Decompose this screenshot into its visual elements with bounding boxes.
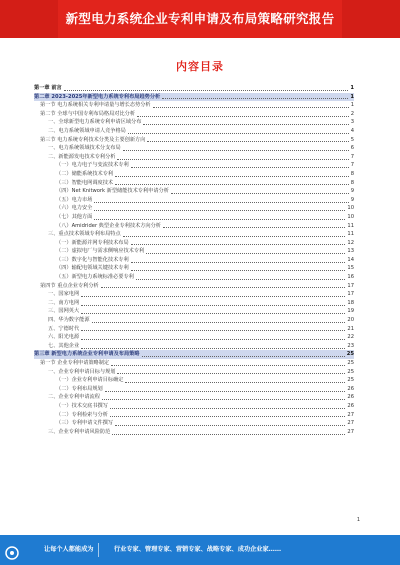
toc-entry[interactable]	[34, 118, 354, 127]
toc-entry-title: （一）技术交底书撰写	[56, 402, 108, 409]
toc-entry[interactable]	[34, 393, 354, 402]
toc-leader-dots	[81, 309, 345, 314]
toc-entry-title: 第二章 2023-2025年新型电力系统专利布局趋势分析	[34, 93, 161, 100]
toc-leader-dots	[136, 275, 346, 280]
toc-entry[interactable]	[34, 187, 354, 196]
toc-entry-title: （二）虚拟电厂与需求侧响应技术专利	[56, 248, 145, 255]
toc-leader-dots	[110, 412, 346, 417]
toc-leader-dots	[81, 344, 345, 349]
page-number: 1	[356, 517, 360, 523]
toc-entry-page: 12	[347, 239, 354, 246]
toc-entry[interactable]	[34, 256, 354, 265]
toc-entry[interactable]	[34, 127, 354, 136]
toc-entry-page: 20	[347, 317, 354, 324]
toc-entry-page: 1	[350, 93, 354, 100]
toc-entry[interactable]	[34, 368, 354, 377]
toc-entry-page: 25	[347, 377, 354, 384]
toc-leader-dots	[142, 352, 345, 357]
toc-entry[interactable]	[34, 222, 354, 231]
toc-leader-dots	[81, 301, 345, 306]
toc-entry-page: 2	[350, 110, 354, 117]
toc-leader-dots	[137, 112, 349, 117]
toc-entry[interactable]	[34, 84, 354, 93]
toc-leader-dots	[81, 335, 345, 340]
toc-entry-title: （一）电力电子与变流技术专利	[56, 162, 129, 169]
toc-entry-title: 第一节 企业专利申请策略制定	[40, 360, 110, 366]
toc-entry-title: （三）智能电网调度技术	[56, 179, 114, 186]
toc-leader-dots	[115, 172, 349, 177]
toc-heading: 内容目录	[176, 60, 224, 73]
toc-entry-title: （六）电力安全	[56, 205, 93, 212]
toc-entry[interactable]	[34, 161, 354, 170]
toc-entry-page: 25	[346, 351, 354, 358]
toc-entry-page: 5	[350, 136, 354, 143]
toc-entry[interactable]	[34, 93, 354, 102]
toc-entry-page: 14	[347, 256, 354, 263]
toc-entry[interactable]	[34, 144, 354, 153]
header-banner	[0, 0, 400, 38]
toc-leader-dots	[112, 430, 345, 435]
toc-leader-dots	[123, 146, 349, 151]
toc-entry-title: 第一章 前言	[34, 85, 62, 91]
toc-entry[interactable]	[34, 101, 354, 110]
toc-entry[interactable]	[34, 411, 354, 420]
toc-entry-title: 二、电力系统领域申请人竞争格局	[48, 127, 126, 134]
toc-entry-title: 三、企业专利申请风险防范	[48, 428, 111, 435]
toc-leader-dots	[162, 94, 348, 99]
toc-entry-title: 第三节 电力系统专利技术分类及主要创新方向	[40, 136, 146, 143]
toc-entry-title: （五）电力市场	[56, 196, 93, 203]
toc-entry-page: 8	[350, 170, 354, 177]
toc-leader-dots	[81, 326, 345, 331]
toc-leader-dots	[94, 215, 345, 220]
toc-entry-page: 18	[347, 299, 354, 306]
report-title: 新型电力系统企业专利申请及布局策略研究报告	[65, 11, 335, 26]
toc-leader-dots	[131, 163, 349, 168]
toc-leader-dots	[125, 378, 345, 383]
toc-entry-page: 7	[350, 162, 354, 169]
toc-leader-dots	[105, 387, 346, 392]
toc-entry[interactable]	[34, 273, 354, 282]
footer-logo-icon	[4, 545, 20, 561]
toc-entry[interactable]	[34, 333, 354, 342]
toc-entry-title: （二）储能系统技术专利	[56, 170, 114, 177]
toc-entry[interactable]	[34, 239, 354, 248]
toc-leader-dots	[153, 103, 349, 108]
toc-entry[interactable]	[34, 179, 354, 188]
footer-divider	[98, 543, 99, 557]
toc-entry-title: 一、国家电网	[48, 291, 80, 298]
toc-entry[interactable]	[34, 376, 354, 385]
toc-leader-dots	[147, 137, 348, 142]
toc-entry-page: 4	[350, 127, 354, 134]
toc-entry-page: 7	[350, 153, 354, 160]
toc-entry-page: 3	[350, 119, 354, 126]
toc-entry[interactable]	[34, 385, 354, 394]
toc-entry-page: 8	[350, 179, 354, 186]
toc-entry-page: 9	[350, 196, 354, 203]
toc-leader-dots	[102, 395, 346, 400]
toc-entry[interactable]	[34, 153, 354, 162]
toc-entry-page: 1	[350, 102, 354, 109]
toc-entry-page: 26	[347, 385, 354, 392]
toc-entry-title: 四、华为数字能源	[48, 317, 90, 324]
toc-leader-dots	[131, 258, 346, 263]
toc-leader-dots	[94, 198, 348, 203]
toc-entry-page: 9	[350, 188, 354, 195]
toc-entry[interactable]	[34, 264, 354, 273]
toc-entry[interactable]	[34, 110, 354, 119]
toc-entry-page: 17	[347, 282, 354, 289]
toc-entry-page: 1	[350, 85, 354, 91]
toc-leader-dots	[64, 86, 349, 91]
toc-leader-dots	[163, 223, 345, 228]
toc-entry[interactable]	[34, 402, 354, 411]
toc-entry-page: 13	[347, 248, 354, 255]
toc-entry-title: （二）专利检索与分析	[56, 411, 108, 418]
toc-leader-dots	[111, 361, 345, 366]
toc-leader-dots	[92, 318, 346, 323]
toc-entry-title: 第一节 电力系统相关专利申请量与增长态势分析	[40, 102, 151, 109]
toc-entry[interactable]	[34, 170, 354, 179]
toc-entry-title: 二、南方电网	[48, 299, 80, 306]
toc-leader-dots	[171, 189, 349, 194]
toc-entry[interactable]	[34, 359, 354, 368]
toc-entry-title: （一）企业专利申请目标确定	[56, 377, 124, 384]
toc-leader-dots	[115, 421, 345, 426]
toc-entry-page: 21	[347, 325, 354, 332]
toc-entry-title: 第二节 全球与中国专利布局格局对比分析	[40, 110, 136, 117]
toc-entry[interactable]	[34, 350, 354, 359]
toc-entry[interactable]	[34, 196, 354, 205]
table-of-contents	[34, 84, 354, 436]
toc-entry[interactable]	[34, 428, 354, 437]
toc-entry[interactable]	[34, 299, 354, 308]
toc-leader-dots	[117, 369, 345, 374]
toc-entry-page: 22	[347, 334, 354, 341]
toc-leader-dots	[94, 206, 345, 211]
footer-slogan-right: 行业专家、管理专家、营销专家、战略专家、成功企业家……	[114, 546, 282, 553]
toc-leader-dots	[101, 283, 346, 288]
toc-entry-title: （三）专利申请文件撰写	[56, 420, 114, 427]
toc-entry-title: 三、国网英大	[48, 308, 80, 315]
toc-leader-dots	[123, 232, 346, 237]
toc-entry-page: 27	[347, 411, 354, 418]
toc-entry-page: 27	[347, 428, 354, 435]
footer-banner	[0, 535, 400, 565]
toc-entry[interactable]	[34, 282, 354, 291]
toc-entry-page: 25	[347, 368, 354, 375]
toc-leader-dots	[143, 120, 348, 125]
toc-entry[interactable]	[34, 247, 354, 256]
toc-entry-title: （七）其他方面	[56, 213, 93, 220]
toc-entry-page: 15	[347, 265, 354, 272]
toc-entry-title: （五）新型电力系统标准必要专利	[56, 274, 134, 281]
toc-entry-title: 一、企业专利申请目标与规划	[48, 368, 116, 375]
toc-entry[interactable]	[34, 342, 354, 351]
toc-entry-page: 11	[347, 231, 354, 238]
toc-leader-dots	[110, 404, 346, 409]
toc-entry-title: 二、企业专利申请流程	[48, 394, 100, 401]
toc-entry-title: 三、重点技术领域专利布局特点	[48, 231, 121, 238]
footer-slogan-left: 让每个人都能成为	[44, 546, 94, 553]
toc-entry-title: （三）数字化与智能化技术专利	[56, 256, 129, 263]
toc-entry[interactable]	[34, 290, 354, 299]
toc-entry[interactable]	[34, 307, 354, 316]
toc-entry-title: （二）专利布局规划	[56, 385, 103, 392]
toc-entry-page: 25	[347, 360, 354, 366]
toc-entry-page: 17	[347, 291, 354, 298]
toc-entry-title: 第三章 新型电力系统企业专利申请及布局策略	[34, 351, 140, 358]
toc-entry-title: 五、宁德时代	[48, 325, 80, 332]
toc-leader-dots	[131, 266, 346, 271]
toc-entry-page: 11	[347, 222, 354, 229]
toc-entry-page: 10	[347, 205, 354, 212]
toc-entry[interactable]	[34, 204, 354, 213]
toc-entry-page: 16	[347, 274, 354, 281]
toc-entry[interactable]	[34, 230, 354, 239]
toc-entry-page: 26	[347, 402, 354, 409]
toc-leader-dots	[115, 180, 349, 185]
toc-entry-title: 六、阳光电源	[48, 334, 80, 341]
toc-entry-page: 27	[347, 420, 354, 427]
toc-entry-title: （四）Net Knitwork 新型储能技术专利申请分析	[56, 188, 169, 195]
toc-leader-dots	[117, 155, 348, 160]
toc-entry[interactable]	[34, 325, 354, 334]
toc-entry-page: 10	[347, 213, 354, 220]
toc-leader-dots	[146, 249, 345, 254]
toc-entry-page: 19	[347, 308, 354, 315]
toc-leader-dots	[81, 292, 345, 297]
toc-entry[interactable]	[34, 136, 354, 145]
toc-entry-title: （一）新能源并网专利技术布局	[56, 239, 129, 246]
toc-entry[interactable]	[34, 419, 354, 428]
toc-entry[interactable]	[34, 316, 354, 325]
toc-entry-title: 第四节 重点企业专利分析	[40, 282, 99, 289]
toc-entry-title: 二、新能源发电技术专利分析	[48, 153, 116, 160]
toc-entry-title: 一、电力系统领域技术分支布局	[48, 145, 121, 152]
toc-entry-page: 26	[347, 394, 354, 401]
toc-entry-title: （四）输配电领域关键技术专利	[56, 265, 129, 272]
toc-leader-dots	[131, 240, 346, 245]
toc-entry-title: 七、其他企业	[48, 342, 80, 349]
toc-entry-page: 6	[350, 145, 354, 152]
toc-entry[interactable]	[34, 213, 354, 222]
toc-entry-title: 一、全球新型电力系统专利申请区域分布	[48, 119, 142, 126]
toc-entry-page: 23	[347, 342, 354, 349]
toc-leader-dots	[128, 129, 349, 134]
toc-entry-title: （八）Amidrider 典型企业专利技术方向分析	[56, 222, 161, 229]
